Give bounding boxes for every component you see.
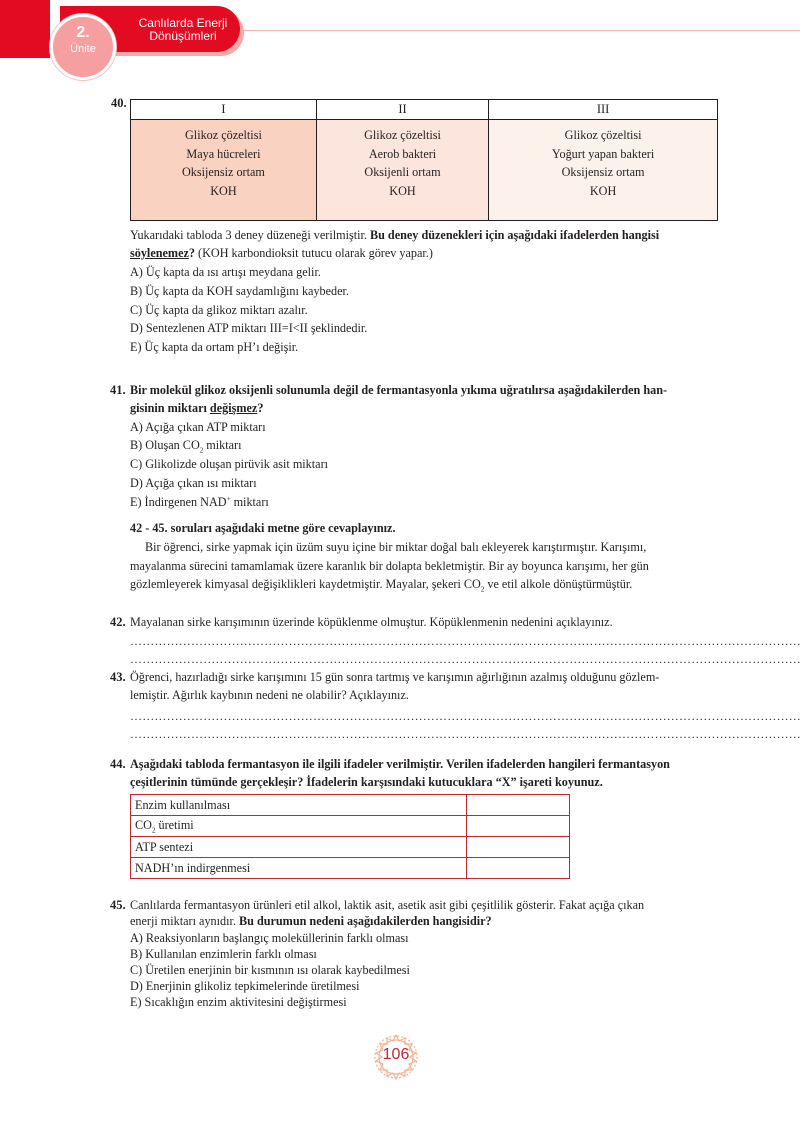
- q40-option-a[interactable]: A) Üç kapta da ısı artışı meydana gelir.: [130, 265, 321, 279]
- passage-line3-sub: 2: [480, 585, 485, 594]
- setup-cell-line: KOH: [589, 183, 617, 198]
- page-number: 106: [382, 1046, 410, 1063]
- passage-heading: 42 - 45. soruları aşağıdaki metne göre cevaplayınız.: [130, 521, 396, 535]
- q42-answer-line-1[interactable]: …………………………………………………………………………………………………………………………………………………: [130, 634, 801, 648]
- q45-option-d[interactable]: D) Enerjinin glikoliz tepkimelerinde üretilmesi: [130, 979, 360, 993]
- q41-option-b-sub: 2: [199, 446, 204, 455]
- q44-line1: Aşağıdaki tabloda fermantasyon ile ilgili ifadeler verilmiştir. Verilen ifadelerden hangileri fermantasyon: [130, 757, 670, 771]
- statement-cell: ATP sentezi: [131, 837, 467, 858]
- table-row: [131, 858, 570, 879]
- question-45-number: 45.: [110, 898, 126, 912]
- q40-stem-negation: söylenemez: [130, 246, 189, 260]
- q40-option-e[interactable]: E) Üç kapta da ortam pH’ı değişir.: [130, 340, 299, 354]
- answer-box[interactable]: [467, 858, 570, 879]
- unit-title: [136, 17, 230, 43]
- q41-option-e-tail: miktarı: [230, 495, 269, 510]
- q40-option-d[interactable]: D) Sentezlenen ATP miktarı III=I<II şeklindedir.: [130, 321, 368, 335]
- statement-cell: Enzim kullanılması: [131, 795, 467, 816]
- passage-line3b: ve etil alkole dönüştürmüştür.: [484, 577, 633, 591]
- answer-box[interactable]: [467, 837, 570, 858]
- q43-answer-line-1[interactable]: …………………………………………………………………………………………………………………………………………………: [130, 709, 801, 723]
- q45-option-e[interactable]: E) Sıcaklığın enzim aktivitesini değiştirmesi: [130, 995, 347, 1009]
- q41-stem-line1: Bir molekül glikoz oksijenli solunumla değil de fermantasyonla yıkıma uğratılırsa aşağıdakilerden han-: [130, 383, 668, 397]
- fermentation-table: [130, 794, 570, 879]
- col-header-2: II: [316, 100, 488, 120]
- unit-badge: [50, 14, 116, 80]
- unit-title-line1: Canlılarda Enerji: [138, 16, 228, 30]
- answer-box[interactable]: [467, 816, 570, 837]
- q40-option-c[interactable]: C) Üç kapta da glikoz miktarı azalır.: [130, 303, 308, 317]
- passage-line3a: gözlemleyerek kimyasal değişiklikleri kaydetmiştir. Mayalar, şekeri CO: [130, 577, 481, 591]
- q40-stem-question: Bu deney düzenekleri için aşağıdaki ifadelerden hangisi: [369, 228, 660, 242]
- setup-cell-line: Glikoz çözeltisi: [364, 128, 441, 142]
- setup-cell-1: [131, 120, 317, 221]
- q40-option-b[interactable]: B) Üç kapta da KOH saydamlığını kaybeder.: [130, 284, 349, 298]
- q45-line2: [130, 914, 492, 929]
- q41-stem-2a: gisinin miktarı: [130, 401, 210, 415]
- q41-stem-line2: [130, 401, 263, 416]
- q42-text: Mayalanan sirke karışımının üzerinde köpüklenme olmuştur. Köpüklenmenin nedenini açıklayınız.: [130, 615, 613, 629]
- q41-option-e[interactable]: [130, 495, 269, 510]
- q41-stem-negation: değişmez: [209, 401, 258, 415]
- header-divider: [200, 30, 800, 31]
- setup-cell-line: Oksijensiz ortam: [561, 165, 645, 180]
- q40-stem-qmark: ?: [188, 246, 199, 260]
- q43-answer-line-2[interactable]: …………………………………………………………………………………………………………………………………………………: [130, 727, 801, 741]
- statement-co2: CO: [135, 817, 152, 832]
- q40-stem-line2: [130, 246, 433, 261]
- q41-option-e-text: E) İndirgenen NAD: [130, 495, 227, 510]
- setup-cell-line: Maya hücreleri: [186, 146, 261, 161]
- table-row: [131, 816, 570, 837]
- unit-number: 2.: [76, 24, 90, 41]
- setup-cell-line: Oksijenli ortam: [364, 165, 441, 180]
- unit-word: Ünite: [70, 43, 96, 55]
- q43-line1: Öğrenci, hazırladığı sirke karışımını 15 gün sonra tartmış ve karışımın ağırlığının azalmış olduğunu gözlem-: [130, 670, 660, 684]
- setup-cell-line: Aerob bakteri: [368, 146, 437, 161]
- q40-stem-line1: [130, 228, 659, 243]
- question-41-number: 41.: [110, 383, 126, 397]
- statement-cell: [131, 816, 467, 837]
- q41-stem-qmark: ?: [257, 401, 264, 415]
- question-43-number: 43.: [110, 670, 126, 684]
- q41-option-c[interactable]: C) Glikolizde oluşan pirüvik asit miktarı: [130, 457, 329, 471]
- q41-option-b[interactable]: [130, 438, 242, 454]
- passage-line3: [130, 577, 632, 593]
- q45-line1: Canlılarda fermantasyon ürünleri etil alkol, laktik asit, asetik asit gibi çeşitlilik gösterir. Fakat açığa çıkan: [130, 898, 645, 912]
- setup-cell-line: Glikoz çözeltisi: [185, 128, 262, 142]
- q45-option-a[interactable]: A) Reaksiyonların başlangıç moleküllerinin farklı olması: [130, 931, 409, 945]
- setup-cell-line: KOH: [210, 183, 237, 198]
- header-red-bar: [0, 0, 50, 58]
- q41-option-b-text: B) Oluşan CO: [130, 438, 200, 452]
- question-42-number: 42.: [110, 615, 126, 629]
- q42-answer-line-2[interactable]: …………………………………………………………………………………………………………………………………………………: [130, 652, 801, 666]
- question-44-number: 44.: [110, 757, 126, 771]
- q45-option-c[interactable]: C) Üretilen enerjinin bir kısmının ısı olarak kaybedilmesi: [130, 963, 410, 977]
- setup-cell-2: [316, 120, 488, 221]
- setup-cell-line: KOH: [389, 183, 416, 198]
- setup-cell-line: Yoğurt yapan bakteri: [551, 146, 655, 161]
- answer-box[interactable]: [467, 795, 570, 816]
- q44-line2: çeşitlerinin tümünde gerçekleşir? İfadelerin karşısındaki kutucuklara “X” işareti koyunuz.: [130, 775, 603, 789]
- q40-stem-intro: Yukarıdaki tabloda 3 deney düzeneği verilmiştir.: [130, 228, 370, 242]
- setup-cell-3: [489, 120, 718, 221]
- q41-option-d[interactable]: D) Açığa çıkan ısı miktarı: [130, 476, 257, 490]
- setup-cell-line: Glikoz çözeltisi: [564, 128, 642, 142]
- experiment-table: [130, 99, 718, 221]
- q43-line2: lemiştir. Ağırlık kaybının nedeni ne olabilir? Açıklayınız.: [130, 688, 409, 702]
- q41-option-a[interactable]: A) Açığa çıkan ATP miktarı: [130, 420, 266, 434]
- q41-option-e-sup: +: [226, 495, 231, 503]
- col-header-3: III: [489, 100, 718, 120]
- q40-stem-note: (KOH karbondioksit tutucu olarak görev yapar.): [198, 246, 433, 260]
- unit-title-line2: Dönüşümleri: [149, 29, 217, 43]
- q45-question: Bu durumun nedeni aşağıdakilerden hangisidir?: [238, 914, 492, 928]
- statement-co2-sub: 2: [151, 826, 156, 835]
- q45-option-b[interactable]: B) Kullanılan enzimlerin farklı olması: [130, 947, 317, 961]
- q45-line2a: enerji miktarı aynıdır.: [130, 914, 239, 928]
- statement-cell: NADH’ın indirgenmesi: [131, 858, 467, 879]
- passage-line1: Bir öğrenci, sirke yapmak için üzüm suyu içine bir miktar doğal balı ekleyerek karıştırmıştır. Karışımı,: [145, 540, 647, 554]
- table-row: [131, 795, 570, 816]
- statement-co2-tail: üretimi: [155, 817, 194, 832]
- setup-cell-line: Oksijensiz ortam: [181, 165, 265, 180]
- q41-option-b-tail: miktarı: [203, 438, 242, 452]
- passage-line2: mayalanma sürecini tamamlamak üzere karanlık bir dolapta bekletmiştir. Bir ay boyunca karışımı, her gün: [130, 559, 649, 573]
- col-header-1: I: [131, 100, 317, 120]
- question-40-number: 40.: [111, 96, 127, 110]
- table-row: [131, 837, 570, 858]
